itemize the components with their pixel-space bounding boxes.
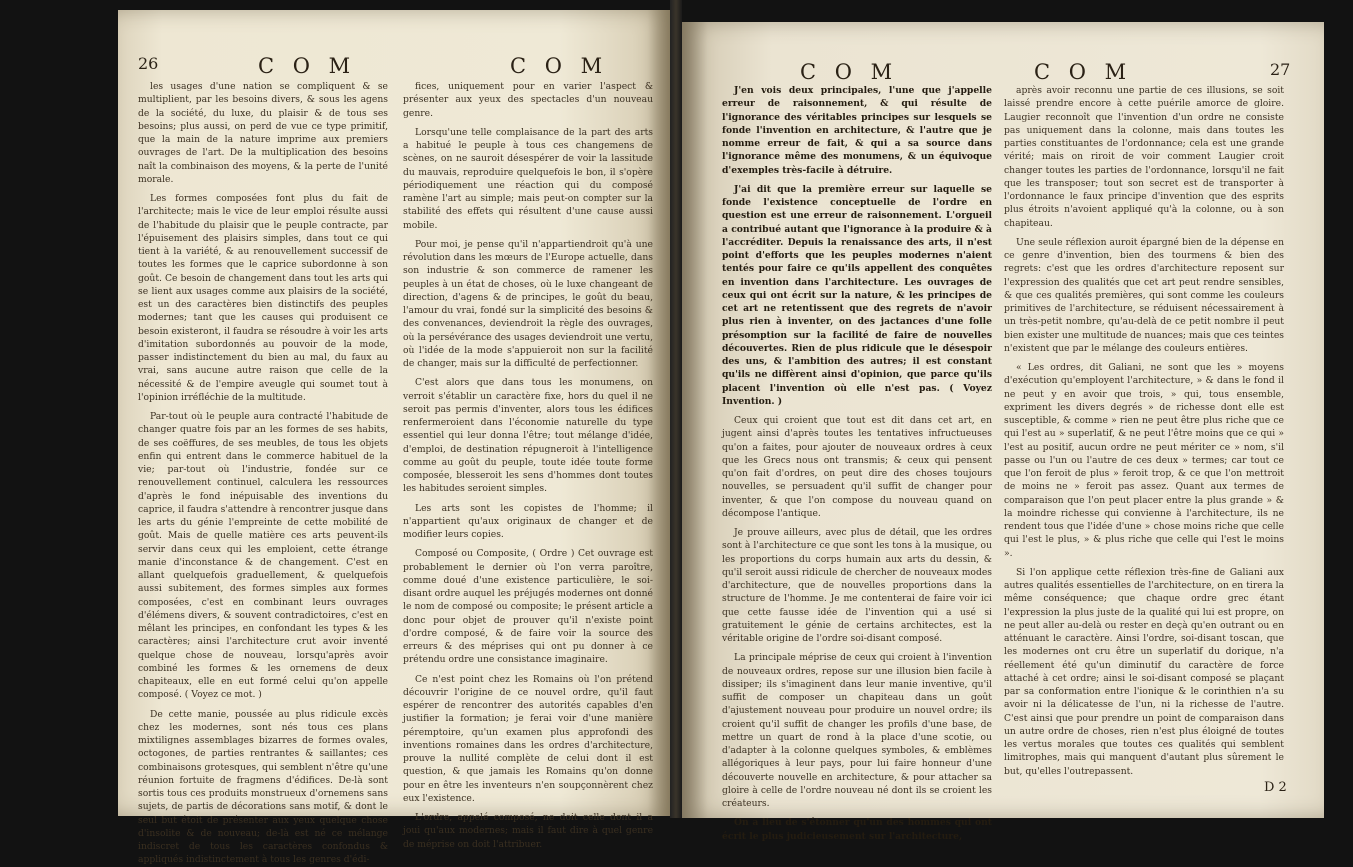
paragraph: La principale méprise de ceux qui croient à l'invention de nouveaux ordres, repose sur une illusion bien facile à dissiper; ils s'imaginent dans leur manie inventive, qu'il suffit de composer un chapiteau dans un goût d'ajustement nouveau pour produire un nouvel ordre; ils croient qu'il suffit de changer les profils d'une base, de mettre un quart de rond à la place d'une scotie, ou d'adapter à la colonne quelques symboles, & emblèmes allégoriques à leur pays, pour lui faire honneur d'une découverte nouvelle en architecture, & pour attacher sa gloire à celle de l'ordre nouveau né dont ils se croient les créateurs. [722, 652, 992, 809]
paragraph: L'ordre, appelé composé, ne doit celle dont il a joui qu'aux modernes; mais il faut dire à quel genre de méprise on doit l'attribuer. [403, 812, 653, 850]
running-head: C O M [510, 54, 609, 78]
paragraph: Si l'on applique cette réflexion très-fine de Galiani aux autres qualités essentielles de l'architecture, on en tirera la même conséquence; que chaque ordre grec étant l'expression la plus juste de la qualité qui lui est propre, on ne peut aller au-delà ou rester en deçà qu'en outrant ou en atténuant le caractère. Ainsi l'ordre, soi-disant toscan, que les modernes ont cru être un superlatif du dorique, n'a réellement été qu'un diminutif du caractère de force attaché à cet ordre; ainsi le soi-disant composé se plaçant par sa conformation entre l'ionique & le corinthien n'a su avoir ni la délicatesse de l'un, ni la richesse de l'autre. C'est ainsi que pour prendre un point de comparaison dans un autre ordre de choses, rien n'est plus éloigné de toutes les vertus morales que toutes ces qualités qui semblent limitrophes, mais qui manquent d'autant plus sûrement le but, qu'elles l'outrepassent. [1004, 566, 1284, 777]
paragraph: On a lieu de s'étonner qu'un des hommes qui ont écrit le plus judicieusement sur l'architecture, [722, 817, 992, 842]
paragraph: Les arts sont les copistes de l'homme; il n'appartient qu'aux originaux de changer et de modifier leurs copies. [403, 502, 653, 540]
paragraph: J'en vois deux principales, l'une que j'appelle erreur de raisonnement, & qui résulte de l'ignorance des véritables principes sur lesquels se fonde l'invention en architecture, & l'autre que je nomme erreur de fait, & qui a sa source dans l'ignorance même des monumens, & un équivoque d'exemples très-facile à détruire. [722, 85, 992, 176]
paragraph: après avoir reconnu une partie de ces illusions, se soit laissé prendre encore à cette puérile amorce de gloire. Laugier reconnoît que l'invention d'un ordre ne consiste pas uniquement dans la colonne, mais dans toutes les parties constituantes de l'ordonnance; cela est une grande vérité; mais on riroit de voir comment Laugier croit changer toutes les parties de l'ordonnance, lorsqu'il ne fait que les transposer; tout son secret est de transporter à l'ordonnance le faux principe d'invention que des esprits plus étroits n'avoient appliqué qu'à la colonne, ou à son chapiteau. [1004, 85, 1284, 229]
running-head: C O M [258, 54, 357, 78]
paragraph: Ceux qui croient que tout est dit dans cet art, en jugent ainsi d'après toutes les tentatives infructueuses qu'on a faites, pour ajouter de nouveaux ordres à ceux que les Grecs nous ont transmis; & ceux qui pensent qu'on fait d'ordres, on peut dire des choses toujours nouvelles, se persuadent qu'il suffit de changer pour inventer, & que l'on compose du nouveau quand on décompose l'antique. [722, 415, 992, 519]
paragraph: Les formes composées font plus du fait de l'architecte; mais le vice de leur emploi résulte aussi de l'habitude du plaisir que le peuple contracte, par l'épuisement des plaisirs simples, dans tout ce qui tient à la variété, & au renouvellement successif de toutes les formes que le caprice subordonne à son goût. Ce besoin de changement dans tout les arts qui se lient aux usages comme aux plaisirs de la société, est un des caractères bien distinctifs des peuples modernes; tant que les causes qui produisent ce besoin existeront, il faudra se résoudre à voir les arts d'imitation subordonnés au pouvoir de la mode, passer indistinctement du bien au mal, du faux au vrai, sans aucune autre raison que celle de la nécessité & de l'empire aveugle qui soumet tout à l'opinion irréfléchie de la multitude. [138, 193, 388, 403]
book-gutter [670, 0, 682, 818]
right-page [682, 22, 1324, 842]
paragraph: J'ai dit que la première erreur sur laquelle se fonde l'existence conceptuelle de l'ordre en question est une erreur de raisonnement. L'orgueil a contribué autant que l'ignorance à la produire & à l'accréditer. Depuis la renaissance des arts, il n'est point d'efforts que les peuples modernes n'aient tentés pour faire ce qu'ils appellent des conquêtes en invention dans l'architecture. Les ouvrages de ceux qui ont écrit sur la nature, & les principes de cet art ne retentissent que des regrets de n'avoir plus rien à inventer, on des jactances d'une folle présomption sur la facilité de faire de nouvelles découvertes. Rien de plus ridicule que le désespoir des uns, & l'ambition des autres; il est constant qu'ils ne diffèrent ainsi d'opinion, que parce qu'ils placent l'invention où elle n'est pas. ( Voyez Invention. ) [722, 183, 992, 407]
paragraph: Je prouve ailleurs, avec plus de détail, que les ordres sont à l'architecture ce que sont les tons à la musique, ou les proportions du corps humain aux arts du dessin, & qu'il seroit aussi ridicule de chercher de nouveaux modes d'architecture, que de nouvelles proportions dans la structure de l'homme. Je me contenterai de faire voir ici que cette fausse idée de l'invention qui a usé si gratuitement le génie de certains architectes, est la véritable origine de l'ordre soi-disant composé. [722, 527, 992, 644]
text-column-right [403, 80, 653, 850]
paragraph: De cette manie, poussée au plus ridicule excès chez les modernes, sont nés tous ces plans mixtilignes assemblages bizarres de formes ovales, octogones, de parties rentrantes & saillantes; ces combinaisons grotesques, qui semblent n'être qu'une réunion fortuite de fragmens d'édifices. De-là sont sortis tous ces produits monstrueux d'ornemens sans sujets, de partis de décorations sans motif, & dont le seul but étoit de présenter aux yeux quelque chose d'insolite & de nouveau; de-là est né ce mélange indiscret de tous les caractères confondus & appliqués indistinctement à tous les genres d'édi- [138, 708, 388, 866]
paragraph: Une seule réflexion auroit épargné bien de la dépense en ce genre d'invention, bien des tourmens & bien des regrets: c'est que les ordres d'architecture reposent sur l'expression des qualités que cet art peut rendre sensibles, & que ces qualités premières, qui sont comme les couleurs primitives de l'architecture, se réduisent nécessairement à un très-petit nombre, qu'au-delà de ce petit nombre il peut bien exister une multitude de nuances; mais que ces teintes n'existent que par le mélange des couleurs entières. [1004, 236, 1284, 354]
page-number: 27 [1270, 60, 1291, 79]
paragraph: Pour moi, je pense qu'il n'appartiendroit qu'à une révolution dans les mœurs de l'Europe actuelle, dans son industrie & son commerce de ramener les peuples à un état de choses, où le luxe changeant de direction, d'agens & de principes, le goût du beau, l'amour du vrai, fondé sur la simplicité des besoins & des convenances, deviendroit la règle des ouvrages, où la persévérance des usages deviendroit une vertu, où l'idée de la mode s'appuieroit non sur la facilité de changer, mais sur la difficulté de perfectionner. [403, 238, 653, 369]
paragraph: C'est alors que dans tous les monumens, on verroit s'établir un caractère fixe, hors du quel il ne seroit pas permis d'inventer, alors tous les édifices renfermeroient dans l'économie naturelle du type essentiel qui leur donna l'être; tout mélange d'idée, d'emploi, de destination répugneroit à l'intelligence comme au goût du peuple, toute idée toute forme composée, blesseroit les sens d'hommes dont toutes les habitudes seroient simples. [403, 377, 653, 495]
paragraph: Ce n'est point chez les Romains où l'on prétend découvrir l'origine de ce nouvel ordre, qu'il faut espérer de rencontrer des autorités capables d'en justifier la formation; je ferai voir d'une manière péremptoire, qu'un examen plus approfondi des inventions romaines dans les ordres d'architecture, prouve la nullité complète de celui dont il est question, & que jamais les Romains qu'on donne pour en être les inventeurs n'en soupçonnèrent chez eux l'existence. [403, 673, 653, 804]
article-heading: Composé ou Composite, ( Ordre ) Cet ouvrage est probablement le dernier où l'on verra paroître, comme doué d'une existence particulière, le soi-disant ordre auquel les préjugés modernes ont donné le nom de composé ou composite; le présent article a donc pour objet de prouver qu'il n'existe point d'ordre composé, & de faire voir la source des erreurs & des méprises qui ont pu donner à ce prétendu ordre une consistance imaginaire. [403, 548, 653, 666]
page-number: 26 [138, 54, 159, 73]
signature-mark: D 2 [1264, 780, 1287, 795]
quotation: « Les ordres, dit Galiani, ne sont que les » moyens d'exécution qu'employent l'architecture, » & dans le fond il ne peut y en avoir que trois, » qui, tous ensemble, expriment les divers degrés » de richesse dont elle est susceptible, & comme » rien ne peut être plus riche que ce qui l'est au » superlatif, & ne peut l'être moins que ce qui » l'est au positif, aucun ordre ne peut mériter ce » nom, s'il passe ou l'un ou l'autre de ces deux » termes; car tout ce que l'on feroit de plus » feroit trop, & ce que l'on mettroit de moins ne » feroit pas assez. Quant aux termes de comparaison que l'on peut placer entre la plus grande » & la moindre richesse qui convienne à l'architecture, ils ne rendent tous que l'idée d'une » chose moins riche que celle qui l'est le plus, » & plus riche que celle qui l'est le moins ». [1004, 362, 1284, 559]
paragraph: les usages d'une nation se compliquent & se multiplient, par les besoins divers, & sous les agens de la société, du luxe, du plaisir & de tous ses besoins; plus aussi, on perd de vue ce type primitif, que la main de la nature imprime aux premiers ouvrages de l'art. De la multiplication des besoins naît la combinaison des moyens, & la perte de l'unité morale. [138, 81, 388, 185]
paragraph: Lorsqu'une telle complaisance de la part des arts a habitué le peuple à tous ces changemens de scènes, on ne sauroit désespérer de voir la lassitude du mauvais, reproduire quelquefois le bon, il s'opère périodiquement une réaction qui du composé ramène l'art au simple; mais peut-on compter sur la stabilité des effets qui résultent d'une cause aussi mobile. [403, 126, 653, 231]
left-page [118, 10, 670, 866]
paragraph: fices, uniquement pour en varier l'aspect & présenter aux yeux des spectacles d'un nouveau genre. [403, 81, 653, 119]
text-column-left [722, 84, 992, 842]
running-head: C O M [800, 60, 899, 84]
text-column-left [138, 80, 388, 866]
text-column-right [1004, 84, 1284, 784]
running-head: C O M [1034, 60, 1133, 84]
paragraph: Par-tout où le peuple aura contracté l'habitude de changer quatre fois par an les formes de ses habits, de ses coëffures, de ses meubles, de tous les objets enfin qui entrent dans le commerce habituel de la vie; par-tout où l'industrie, fondée sur ce renouvellement continuel, calculera les ressources d'après le fond inépuisable des inventions du caprice, il faudra s'attendre à rencontrer jusque dans les arts du génie l'empreinte de cette mobilité de goût. Mais de quelle matière ces arts peuvent-ils servir dans ceux qui les emploient, cette étrange manie d'inconstance & de changement. C'est en allant quelquefois graduellement, & quelquefois aussi subitement, des formes simples aux formes composées, c'est en combinant leurs ouvrages d'élémens divers, & souvent contradictoires, c'est en mêlant les principes, en confondant les types & les caractères; ainsi l'architecture crut avoir inventé quelque chose de nouveau, lorsqu'après avoir combiné les formes & les ornemens de deux chapiteaux, elle en eut formé celui qu'on appelle composé. ( Voyez ce mot. ) [138, 411, 388, 701]
